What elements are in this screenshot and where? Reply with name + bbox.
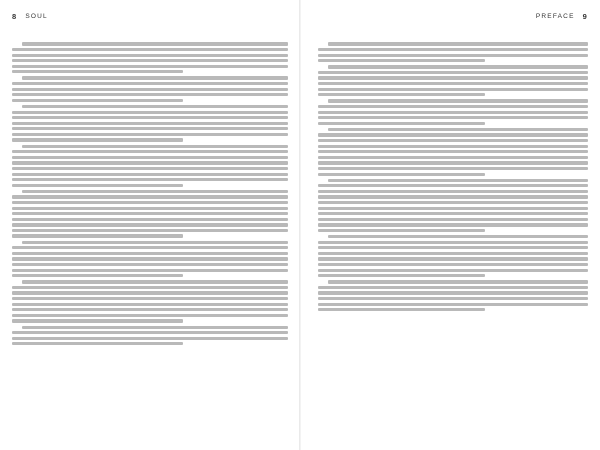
text-line bbox=[318, 246, 588, 249]
text-line bbox=[12, 59, 288, 62]
text-line bbox=[12, 133, 288, 136]
text-line bbox=[318, 201, 588, 204]
text-line bbox=[318, 195, 588, 198]
text-line bbox=[318, 71, 588, 74]
paragraph bbox=[318, 65, 588, 96]
text-line bbox=[12, 82, 288, 85]
text-line bbox=[318, 59, 485, 62]
paragraph bbox=[318, 128, 588, 176]
text-line bbox=[12, 88, 288, 91]
paragraph bbox=[12, 76, 288, 102]
text-line bbox=[318, 82, 588, 85]
text-line bbox=[318, 291, 588, 294]
text-line bbox=[328, 179, 588, 182]
paragraph bbox=[318, 235, 588, 277]
text-line bbox=[318, 229, 485, 232]
text-line bbox=[318, 133, 588, 136]
text-line bbox=[22, 280, 288, 283]
text-line bbox=[12, 127, 288, 130]
text-line bbox=[12, 257, 288, 260]
paragraph bbox=[12, 190, 288, 238]
text-line bbox=[318, 54, 588, 57]
text-line bbox=[12, 218, 288, 221]
text-line bbox=[318, 269, 588, 272]
paragraph bbox=[318, 99, 588, 125]
paragraph bbox=[12, 280, 288, 322]
text-line bbox=[318, 167, 588, 170]
text-line bbox=[328, 128, 588, 131]
right-page-body-text bbox=[318, 40, 588, 314]
text-line bbox=[328, 280, 588, 283]
text-line bbox=[12, 342, 183, 345]
text-line bbox=[318, 150, 588, 153]
text-line bbox=[12, 252, 288, 255]
text-line bbox=[318, 241, 588, 244]
text-line bbox=[318, 257, 588, 260]
text-line bbox=[22, 42, 288, 45]
text-line bbox=[328, 42, 588, 45]
text-line bbox=[22, 190, 288, 193]
paragraph bbox=[318, 42, 588, 62]
paragraph bbox=[12, 145, 288, 187]
text-line bbox=[318, 286, 588, 289]
paragraph bbox=[318, 179, 588, 232]
text-line bbox=[318, 48, 588, 51]
text-line bbox=[22, 326, 288, 329]
paragraph bbox=[318, 280, 588, 311]
text-line bbox=[12, 229, 288, 232]
text-line bbox=[318, 207, 588, 210]
text-line bbox=[318, 105, 588, 108]
page-number: 9 bbox=[582, 11, 588, 21]
text-line bbox=[318, 156, 588, 159]
text-line bbox=[318, 173, 485, 176]
text-line bbox=[318, 308, 485, 311]
text-line bbox=[12, 337, 288, 340]
text-line bbox=[22, 241, 288, 244]
text-line bbox=[318, 88, 588, 91]
text-line bbox=[12, 246, 288, 249]
paragraph bbox=[12, 105, 288, 142]
text-line bbox=[12, 303, 288, 306]
paragraph bbox=[12, 241, 288, 278]
text-line bbox=[12, 291, 288, 294]
running-title: PREFACE bbox=[535, 12, 575, 20]
text-line bbox=[12, 54, 288, 57]
text-line bbox=[318, 274, 485, 277]
text-line bbox=[318, 116, 588, 119]
text-line bbox=[318, 184, 588, 187]
text-line bbox=[12, 201, 288, 204]
text-line bbox=[12, 70, 183, 73]
text-line bbox=[318, 218, 588, 221]
text-line bbox=[12, 173, 288, 176]
text-line bbox=[328, 65, 588, 68]
text-line bbox=[12, 156, 288, 159]
text-line bbox=[12, 161, 288, 164]
text-line bbox=[12, 314, 288, 317]
text-line bbox=[318, 263, 588, 266]
text-line bbox=[318, 190, 588, 193]
running-title: SOUL bbox=[25, 12, 48, 20]
text-line bbox=[12, 297, 288, 300]
text-line bbox=[12, 184, 183, 187]
text-line bbox=[12, 223, 288, 226]
text-line bbox=[12, 65, 288, 68]
paragraph bbox=[12, 326, 288, 346]
text-line bbox=[318, 122, 485, 125]
text-line bbox=[12, 207, 288, 210]
text-line bbox=[318, 297, 588, 300]
page-number: 8 bbox=[12, 11, 18, 21]
right-page-header bbox=[536, 10, 588, 22]
text-line bbox=[12, 122, 288, 125]
text-line bbox=[12, 319, 183, 322]
text-line bbox=[318, 76, 588, 79]
text-line bbox=[318, 212, 588, 215]
text-line bbox=[12, 138, 183, 141]
text-line bbox=[318, 252, 588, 255]
text-line bbox=[12, 269, 288, 272]
text-line bbox=[318, 139, 588, 142]
text-line bbox=[318, 93, 485, 96]
text-line bbox=[328, 235, 588, 238]
text-line bbox=[22, 145, 288, 148]
left-page-header bbox=[12, 10, 48, 22]
text-line bbox=[12, 331, 288, 334]
text-line bbox=[12, 212, 288, 215]
text-line bbox=[12, 48, 288, 51]
right-page bbox=[300, 0, 600, 450]
text-line bbox=[12, 286, 288, 289]
text-line bbox=[12, 308, 288, 311]
text-line bbox=[12, 111, 288, 114]
text-line bbox=[22, 105, 288, 108]
text-line bbox=[12, 93, 288, 96]
text-line bbox=[328, 99, 588, 102]
text-line bbox=[12, 263, 288, 266]
text-line bbox=[12, 234, 183, 237]
text-line bbox=[12, 116, 288, 119]
text-line bbox=[318, 145, 588, 148]
text-line bbox=[318, 111, 588, 114]
text-line bbox=[22, 76, 288, 79]
paragraph bbox=[12, 42, 288, 73]
left-page-body-text bbox=[12, 40, 288, 348]
text-line bbox=[12, 178, 288, 181]
text-line bbox=[318, 303, 588, 306]
text-line bbox=[12, 195, 288, 198]
text-line bbox=[12, 274, 183, 277]
text-line bbox=[318, 223, 588, 226]
text-line bbox=[12, 167, 288, 170]
text-line bbox=[12, 99, 183, 102]
text-line bbox=[12, 150, 288, 153]
text-line bbox=[318, 161, 588, 164]
